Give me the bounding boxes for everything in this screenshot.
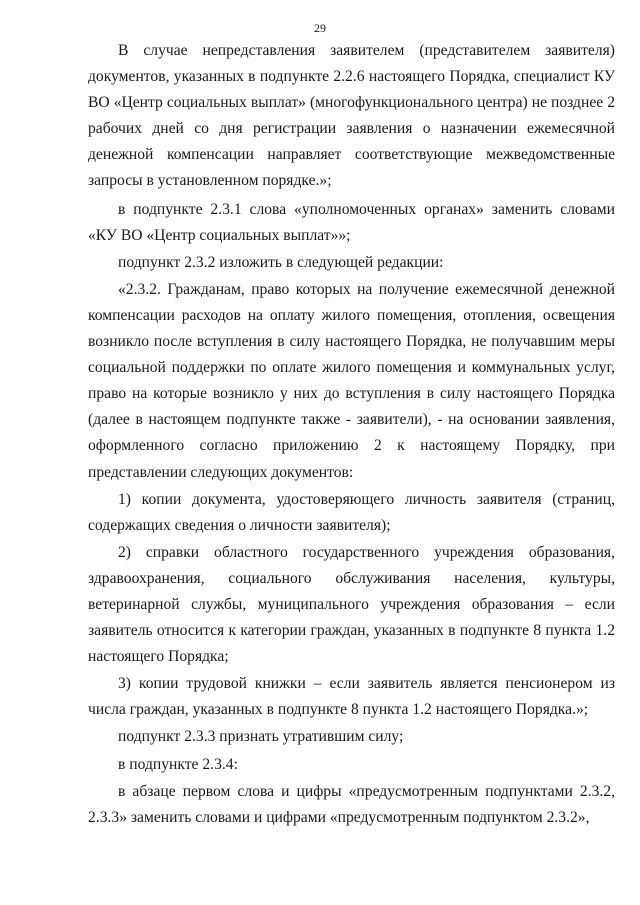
page-number: 29 (314, 21, 326, 35)
list-item: 1) копии документа, удостоверяющего личность заявителя (страниц, содержащих сведения о личности заявителя); (88, 490, 615, 534)
paragraph: в абзаце первом слова и цифры «предусмотренным подпунктами 2.3.2, 2.3.3» заменить словами и цифрами «предусмотренным подпунктом 2.3.2», (88, 782, 615, 826)
paragraph: «2.3.2. Гражданам, право которых на получение ежемесячной денежной компенсации расходов на оплату жилого помещения, отопления, освещения возникло после вступления в силу настоящего Порядка, не получавшим меры социальной поддержки по оплате жилого помещения и коммунальных услуг, право на которые возникло у них до вступления в силу настоящего Порядка (далее в настоящем подпункте также - заявители), - на основании заявления, оформленного согласно приложению 2 к настоящему Порядку, при представлении следующих документов: (88, 280, 615, 481)
document-body (88, 38, 615, 831)
list-item: 3) копии трудовой книжки – если заявитель является пенсионером из числа граждан, указанных в подпункте 8 пункта 1.2 настоящего Порядка.»; (88, 675, 615, 719)
paragraph: в подпункте 2.3.4: (118, 755, 238, 773)
paragraph: в подпункте 2.3.1 слова «уполномоченных органах» заменить словами «КУ ВО «Центр социальных выплат»»; (88, 200, 615, 244)
paragraph: подпункт 2.3.3 признать утратившим силу; (118, 728, 404, 746)
list-item: 2) справки областного государственного учреждения образования, здравоохранения, социального обслуживания населения, культуры, ветеринарной службы, муниципального учреждения образования – если заявитель относится к категории граждан, указанных в подпункте 8 пункта 1.2 настоящего Порядка; (88, 543, 615, 666)
paragraph: подпункт 2.3.2 изложить в следующей редакции: (118, 253, 444, 271)
paragraph: В случае непредставления заявителем (представителем заявителя) документов, указанных в подпункте 2.2.6 настоящего Порядка, специалист КУ ВО «Центр социальных выплат» (многофункционального центра) не позднее 2 рабочих дней со дня регистрации заявления о назначении ежемесячной денежной компенсации направляет соответствующие межведомственные запросы в установленном порядке.»; (88, 42, 615, 190)
